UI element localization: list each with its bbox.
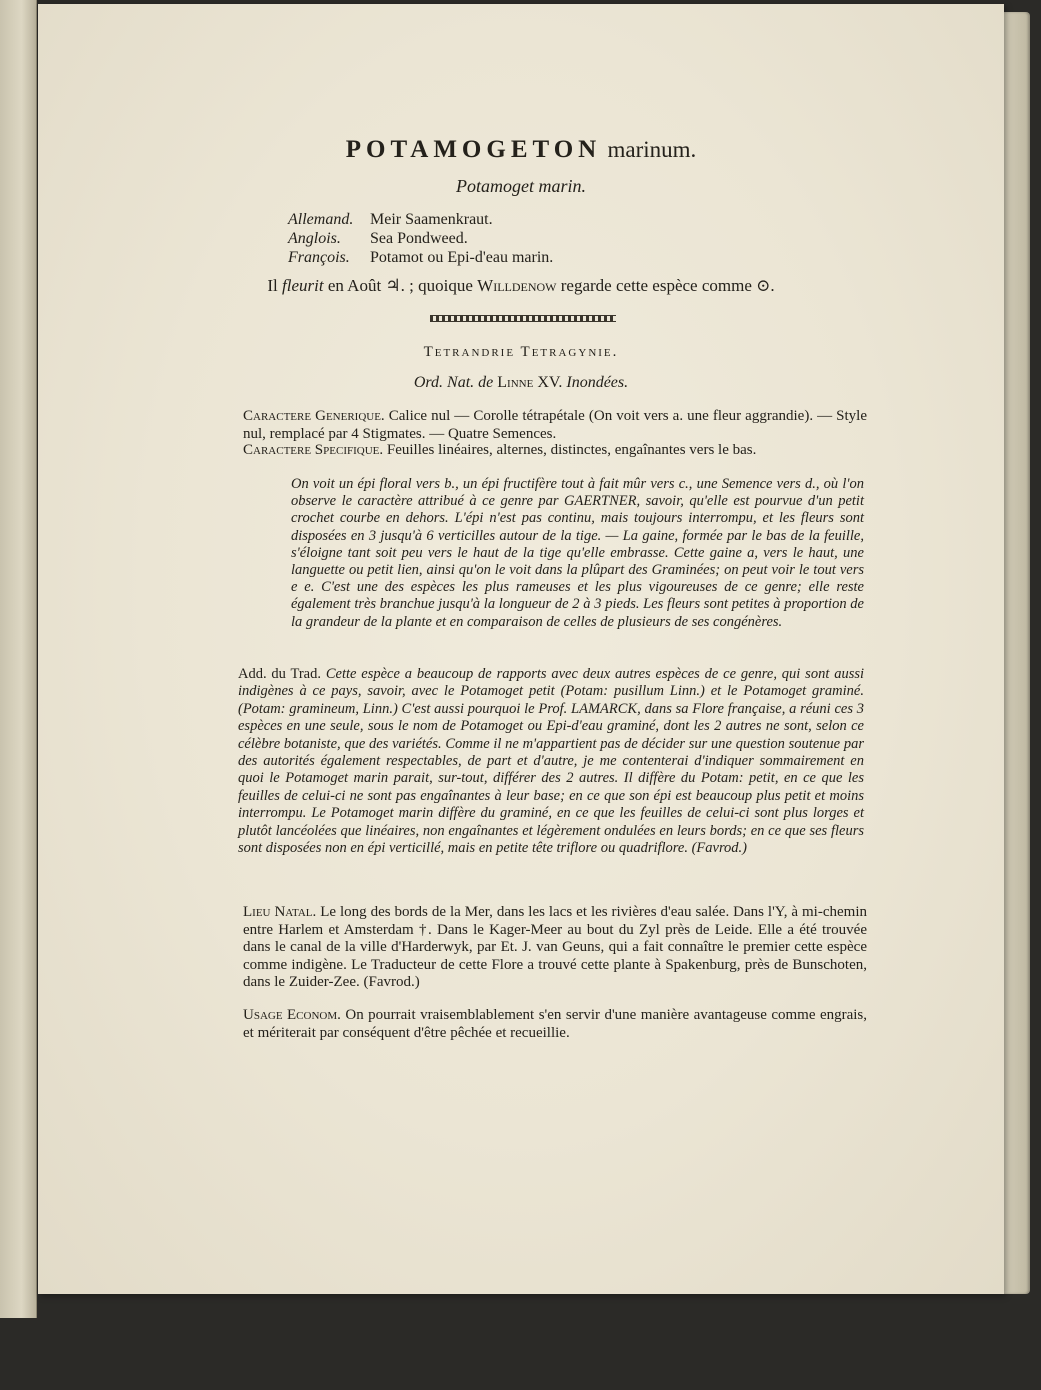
vernacular-row xyxy=(288,229,553,248)
language-label: François. xyxy=(288,249,350,266)
flowering-prefix: Il xyxy=(267,276,278,295)
translator-label: Add. du Trad. xyxy=(238,666,321,682)
generic-character xyxy=(243,408,867,443)
vernacular-row xyxy=(288,210,553,229)
flowering-verb: fleurit xyxy=(282,276,324,295)
genus-name: POTAMOGETON xyxy=(345,136,602,163)
vernacular-name: Sea Pondweed. xyxy=(370,230,468,247)
habitat-paragraph xyxy=(243,904,867,992)
translator-text: Cette espèce a beaucoup de rapports avec deux autres espèces de ce genre, qui sont aussi indigènes à ce pays, savoir, avec le Potamoget petit (Potam: pusillum Linn.) et le Potamoget graminé. (Potam: gramineum, Linn.) C'est aussi pourquoi le Prof. LAMARCK, dans sa Flore française, a réuni ces 3 espèces en une seule, sous le nom de Potamoget ou Epi-d'eau graminé, dont les 2 autres ne sont, selon ce célèbre botaniste, que des variétés. Comme il ne m'appartient pas de décider sur une question soutenue par des autorités également respectables, de part et d'autre, je me contenterai d'indiquer sommairement en quoi le Potamoget marin parait, sur-tout, différer des 2 autres. Il diffère du Potam: petit, en ce que les feuilles de celui-ci ne sont pas engaînantes à leur base; en ce que son épi est beaucoup plus petit et moins interrompu. Le Potamoget marin diffère du graminé, en ce que les feuilles de celui-ci sont plus lorges et plutôt lancéolées que linéaires, non engaînantes et légèrement ondulées en leurs bords; en ce que ses fleurs sont disposées non en épi verticillé, mais en petite tête triflore ou quadriflore. (Favrod.) xyxy=(238,666,865,857)
ord-family: Inondées. xyxy=(566,374,629,391)
vernacular-names xyxy=(288,210,553,267)
specific-label: Caractere Specifique. xyxy=(243,442,384,458)
flowering-middle: en Août ♃. ; quoique xyxy=(327,276,473,295)
specific-character xyxy=(243,442,867,460)
habitat-text: Le long des bords de la Mer, dans les lacs et les rivières d'eau salée. Dans l'Y, à mi-chemin entre Harlem et Amsterdam †. Dans le Kager-Meer au bout du Zyl près de Leide. Elle a été trouvée dans le canal de la ville d'Harderwyk, par Et. J. van Geuns, qui a fait connaître le premier cette espèce comme indigène. Le Traducteur de cette Flore a trouvé cette plante à Spakenburg, près de Bunschoten, dans le Zuider-Zee. (Favrod.) xyxy=(243,904,867,991)
vernacular-name: Meir Saamenkraut. xyxy=(370,211,493,228)
usage-text: On pourrait vraisemblablement s'en servir d'une manière avantageuse comme engrais, et mériterait par conséquent d'être pêchée et recueillie. xyxy=(243,1007,868,1041)
vernacular-row xyxy=(288,248,553,267)
page-title xyxy=(38,136,1004,164)
generic-label: Caractere Generique. xyxy=(243,408,385,424)
observation-paragraph: On voit un épi floral vers b., un épi fructifère tout à fait mûr vers c., une Semence vers d., où l'on observe le caractère attribué à ce genre par GAERTNER, savoir, qu'elle est pourvue d'un petit crochet courbe en dehors. L'épi n'est pas continu, mais toujours interrompu, et les fleurs sont disposées en 3 jusqu'à 6 verticilles autour de la tige. — La gaine, formée par le bas de la feuille, s'éloigne tant soit peu vers le haut de la tige qu'elle embrasse. Cette gaine a, vers le haut, une languette ou petit lien, ainsi qu'on le voit dans la plûpart des Graminées; on peut voir le tout vers e e. C'est une des espèces les plus rameuses et les plus vigoureuses de ce genre; elle reste également très branchue jusqu'à la longueur de 2 à 3 pieds. Les fleurs sont petites à proportion de la grandeur de la plante et en comparaison de celles de plusieurs de ses congénères. xyxy=(291,476,864,630)
ord-prefix: Ord. Nat. de xyxy=(413,374,494,391)
language-label: Allemand. xyxy=(288,211,354,228)
ord-author: Linne xyxy=(497,374,534,391)
habitat-label: Lieu Natal. xyxy=(243,904,317,920)
usage-paragraph xyxy=(243,1007,867,1042)
flowering-line xyxy=(38,276,1004,296)
linnaean-class: Tetrandrie Tetragynie. xyxy=(423,344,619,360)
specific-text: Feuilles linéaires, alternes, distinctes, engaînantes vers le bas. xyxy=(386,442,757,458)
usage-label: Usage Econom. xyxy=(243,1007,341,1023)
vernacular-name: Potamot ou Epi-d'eau marin. xyxy=(370,249,554,266)
natural-order xyxy=(38,374,1004,392)
translator-note xyxy=(238,666,864,857)
flowering-suffix: regarde cette espèce comme ⊙. xyxy=(560,276,775,295)
flowering-author: Willdenow xyxy=(477,276,557,295)
generic-text: Calice nul — Corolle tétrapétale (On voit vers a. une fleur aggrandie). — Style nul, remplacé par 4 Stigmates. — Quatre Semences. xyxy=(243,408,867,442)
previous-page-edge xyxy=(0,0,37,1318)
french-name: Potamoget marin. xyxy=(456,176,586,196)
language-label: Anglois. xyxy=(288,230,341,247)
species-name: marinum. xyxy=(607,137,697,162)
ornamental-rule xyxy=(430,315,616,322)
book-page xyxy=(38,4,1004,1294)
ord-number: XV. xyxy=(537,374,563,391)
